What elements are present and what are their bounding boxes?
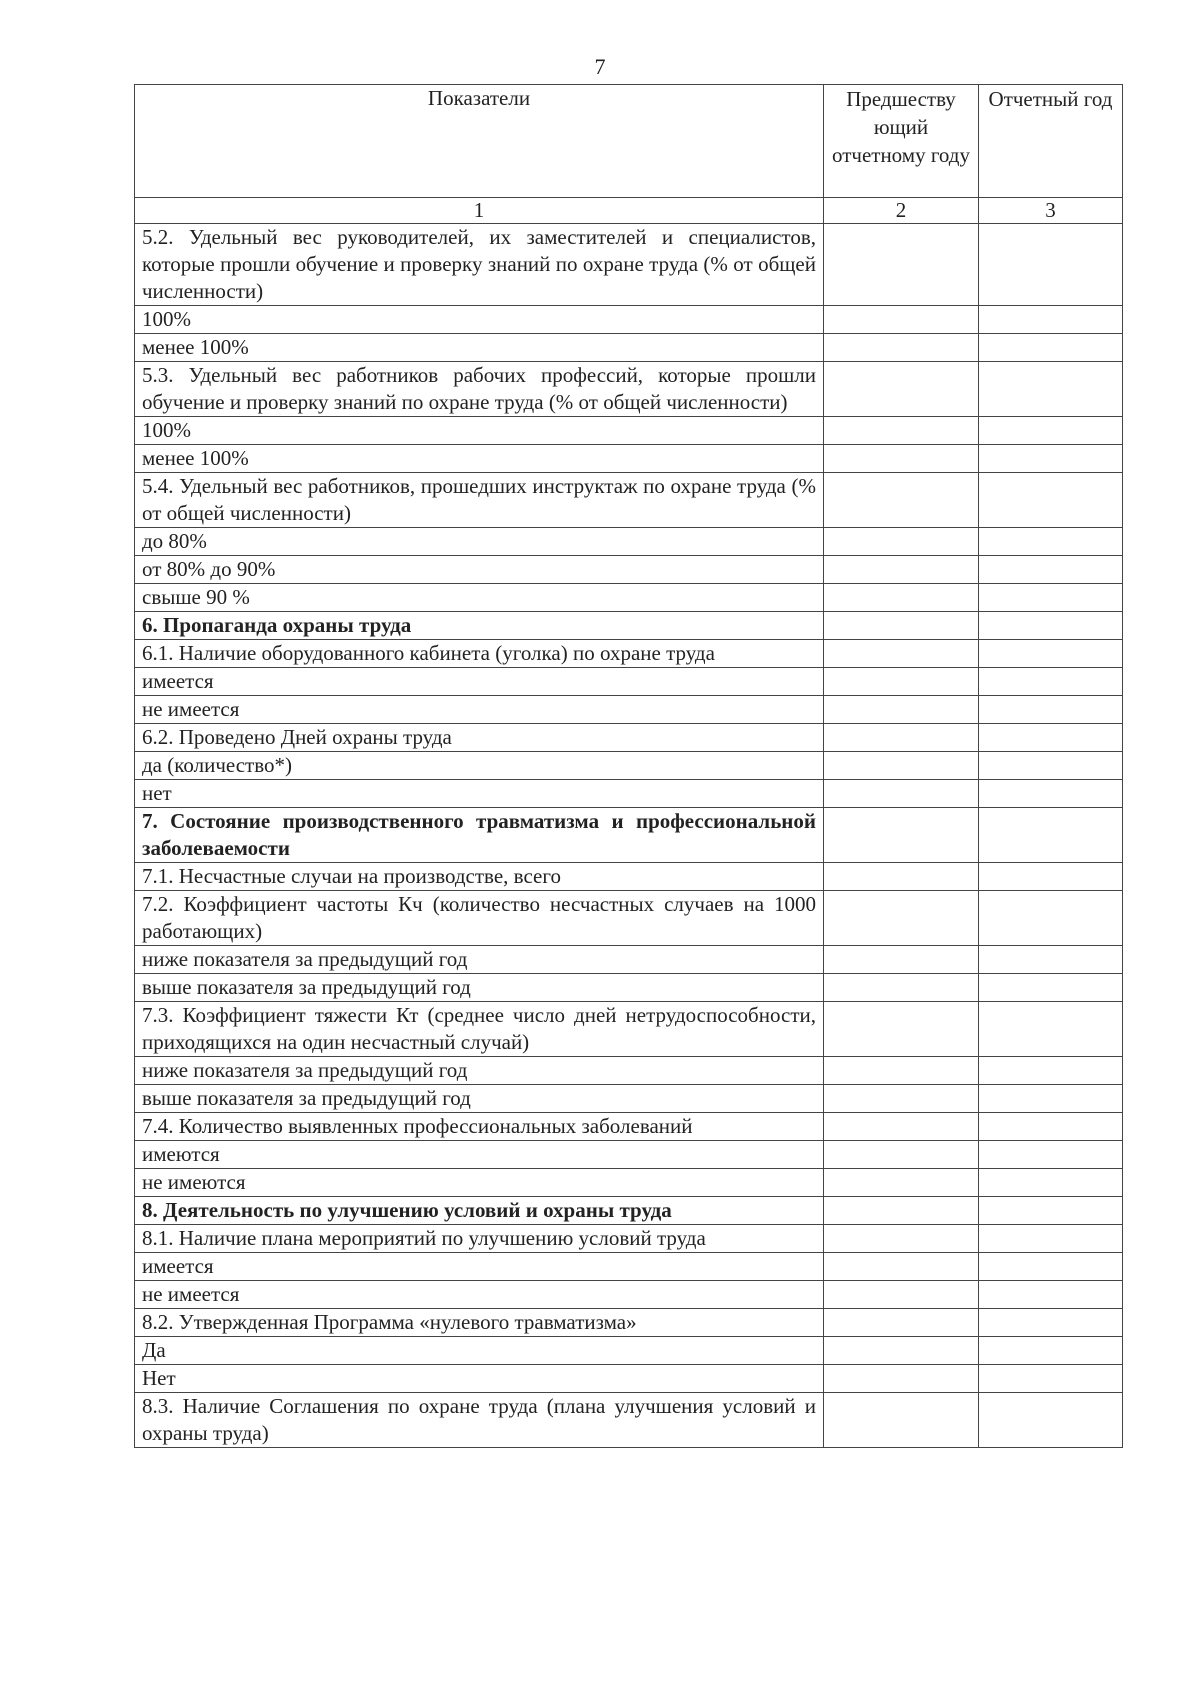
section-heading: 8. Деятельность по улучшению условий и охраны труда [135,1197,824,1225]
column-number-3: 3 [979,198,1123,224]
indicator-label: 7.2. Коэффициент частоты Кч (количество несчастных случаев на 1000 работающих) [135,891,824,946]
header-indicators: Показатели [135,85,824,198]
table-row [135,1002,1123,1057]
reporting-year-cell[interactable] [979,752,1123,780]
reporting-year-cell[interactable] [979,528,1123,556]
table-row [135,668,1123,696]
previous-year-cell[interactable] [824,780,979,808]
previous-year-cell[interactable] [824,1225,979,1253]
previous-year-cell[interactable] [824,752,979,780]
reporting-year-cell[interactable] [979,584,1123,612]
section-heading: 7. Состояние производственного травматизма и профессиональной заболеваемости [135,808,824,863]
previous-year-cell[interactable] [824,224,979,306]
previous-year-cell[interactable] [824,808,979,863]
indicator-label: да (количество*) [135,752,824,780]
table-row [135,612,1123,640]
previous-year-cell[interactable] [824,1281,979,1309]
table-row [135,1281,1123,1309]
reporting-year-cell[interactable] [979,668,1123,696]
previous-year-cell[interactable] [824,556,979,584]
reporting-year-cell[interactable] [979,1281,1123,1309]
reporting-year-cell[interactable] [979,891,1123,946]
table-row [135,1225,1123,1253]
indicator-label: не имеется [135,1281,824,1309]
previous-year-cell[interactable] [824,528,979,556]
column-number-row [135,198,1123,224]
table-row [135,417,1123,445]
table-row [135,1113,1123,1141]
indicator-label: 7.3. Коэффициент тяжести Кт (среднее число дней нетрудоспособности, приходящихся на один несчастный случай) [135,1002,824,1057]
indicator-label: менее 100% [135,445,824,473]
previous-year-cell[interactable] [824,1002,979,1057]
reporting-year-cell[interactable] [979,1225,1123,1253]
indicator-label: 100% [135,417,824,445]
indicator-label: 6.2. Проведено Дней охраны труда [135,724,824,752]
section-heading: 6. Пропаганда охраны труда [135,612,824,640]
previous-year-cell[interactable] [824,863,979,891]
reporting-year-cell[interactable] [979,724,1123,752]
table-row [135,584,1123,612]
indicator-label: 5.2. Удельный вес руководителей, их заместителей и специалистов, которые прошли обучение и проверку знаний по охране труда (% от общей численности) [135,224,824,306]
table-row [135,1309,1123,1337]
table-row [135,640,1123,668]
reporting-year-cell[interactable] [979,808,1123,863]
indicator-label: не имеется [135,696,824,724]
previous-year-cell[interactable] [824,1197,979,1225]
previous-year-cell[interactable] [824,1057,979,1085]
table-row [135,891,1123,946]
indicator-label: выше показателя за предыдущий год [135,1085,824,1113]
reporting-year-cell[interactable] [979,417,1123,445]
table-row [135,780,1123,808]
indicator-label: имеется [135,668,824,696]
reporting-year-cell[interactable] [979,1057,1123,1085]
reporting-year-cell[interactable] [979,1002,1123,1057]
previous-year-cell[interactable] [824,1169,979,1197]
indicator-label: 8.1. Наличие плана мероприятий по улучшению условий труда [135,1225,824,1253]
indicator-label: ниже показателя за предыдущий год [135,1057,824,1085]
previous-year-cell[interactable] [824,891,979,946]
table-row [135,528,1123,556]
table-row [135,306,1123,334]
reporting-year-cell[interactable] [979,696,1123,724]
header-reporting-year: Отчетный год [979,85,1123,198]
reporting-year-cell[interactable] [979,1141,1123,1169]
previous-year-cell[interactable] [824,584,979,612]
previous-year-cell[interactable] [824,306,979,334]
indicator-label: ниже показателя за предыдущий год [135,946,824,974]
previous-year-cell[interactable] [824,640,979,668]
table-row [135,808,1123,863]
table-row [135,362,1123,417]
previous-year-cell[interactable] [824,974,979,1002]
page-number: 7 [594,54,606,79]
table-row [135,334,1123,362]
reporting-year-cell[interactable] [979,1393,1123,1448]
indicator-label: 6.1. Наличие оборудованного кабинета (уголка) по охране труда [135,640,824,668]
table-row [135,1141,1123,1169]
table-row [135,1085,1123,1113]
reporting-year-cell[interactable] [979,1085,1123,1113]
reporting-year-cell[interactable] [979,445,1123,473]
indicator-label: Нет [135,1365,824,1393]
previous-year-cell[interactable] [824,1393,979,1448]
previous-year-cell[interactable] [824,1113,979,1141]
reporting-year-cell[interactable] [979,556,1123,584]
previous-year-cell[interactable] [824,445,979,473]
previous-year-cell[interactable] [824,334,979,362]
indicator-label: до 80% [135,528,824,556]
indicator-label: 5.4. Удельный вес работников, прошедших инструктаж по охране труда (% от общей численности) [135,473,824,528]
header-previous-year: Предшеству ющий отчетному году [824,85,979,198]
previous-year-cell[interactable] [824,1337,979,1365]
column-number-1: 1 [135,198,824,224]
reporting-year-cell[interactable] [979,1113,1123,1141]
reporting-year-cell[interactable] [979,780,1123,808]
indicator-label: 7.4. Количество выявленных профессиональных заболеваний [135,1113,824,1141]
indicator-label: выше показателя за предыдущий год [135,974,824,1002]
table-row [135,1169,1123,1197]
table-row [135,863,1123,891]
reporting-year-cell[interactable] [979,612,1123,640]
table-row [135,556,1123,584]
indicator-label: 7.1. Несчастные случаи на производстве, всего [135,863,824,891]
reporting-year-cell[interactable] [979,473,1123,528]
column-number-2: 2 [824,198,979,224]
previous-year-cell[interactable] [824,362,979,417]
previous-year-cell[interactable] [824,1141,979,1169]
indicator-label: от 80% до 90% [135,556,824,584]
reporting-year-cell[interactable] [979,1365,1123,1393]
table-row [135,696,1123,724]
table-row [135,1197,1123,1225]
reporting-year-cell[interactable] [979,224,1123,306]
table-row [135,1057,1123,1085]
reporting-year-cell[interactable] [979,362,1123,417]
previous-year-cell[interactable] [824,1253,979,1281]
previous-year-cell[interactable] [824,1365,979,1393]
previous-year-cell[interactable] [824,696,979,724]
table-row [135,974,1123,1002]
previous-year-cell[interactable] [824,417,979,445]
table-body [135,224,1123,1448]
reporting-year-cell[interactable] [979,974,1123,1002]
reporting-year-cell[interactable] [979,946,1123,974]
header-row [135,85,1123,198]
reporting-year-cell[interactable] [979,640,1123,668]
reporting-year-cell[interactable] [979,1197,1123,1225]
previous-year-cell[interactable] [824,473,979,528]
indicator-label: менее 100% [135,334,824,362]
table-row [135,1253,1123,1281]
indicator-label: свыше 90 % [135,584,824,612]
indicator-label: имеются [135,1141,824,1169]
table-row [135,946,1123,974]
table-row [135,1365,1123,1393]
indicator-label: 8.2. Утвержденная Программа «нулевого травматизма» [135,1309,824,1337]
reporting-year-cell[interactable] [979,334,1123,362]
previous-year-cell[interactable] [824,612,979,640]
indicator-label: не имеются [135,1169,824,1197]
reporting-year-cell[interactable] [979,1169,1123,1197]
previous-year-cell[interactable] [824,668,979,696]
table-row [135,473,1123,528]
reporting-year-cell[interactable] [979,1309,1123,1337]
previous-year-cell[interactable] [824,946,979,974]
previous-year-cell[interactable] [824,724,979,752]
indicator-label: Да [135,1337,824,1365]
indicator-label: имеется [135,1253,824,1281]
table-row [135,445,1123,473]
previous-year-cell[interactable] [824,1309,979,1337]
reporting-year-cell[interactable] [979,1337,1123,1365]
table-row [135,1337,1123,1365]
reporting-year-cell[interactable] [979,863,1123,891]
table-row [135,752,1123,780]
indicators-table [134,84,1123,1448]
reporting-year-cell[interactable] [979,306,1123,334]
indicator-label: 100% [135,306,824,334]
table-row [135,224,1123,306]
indicator-label: 8.3. Наличие Соглашения по охране труда (плана улучшения условий и охраны труда) [135,1393,824,1448]
indicator-label: нет [135,780,824,808]
table-row [135,1393,1123,1448]
table-row [135,724,1123,752]
previous-year-cell[interactable] [824,1085,979,1113]
reporting-year-cell[interactable] [979,1253,1123,1281]
indicator-label: 5.3. Удельный вес работников рабочих профессий, которые прошли обучение и проверку знаний по охране труда (% от общей численности) [135,362,824,417]
